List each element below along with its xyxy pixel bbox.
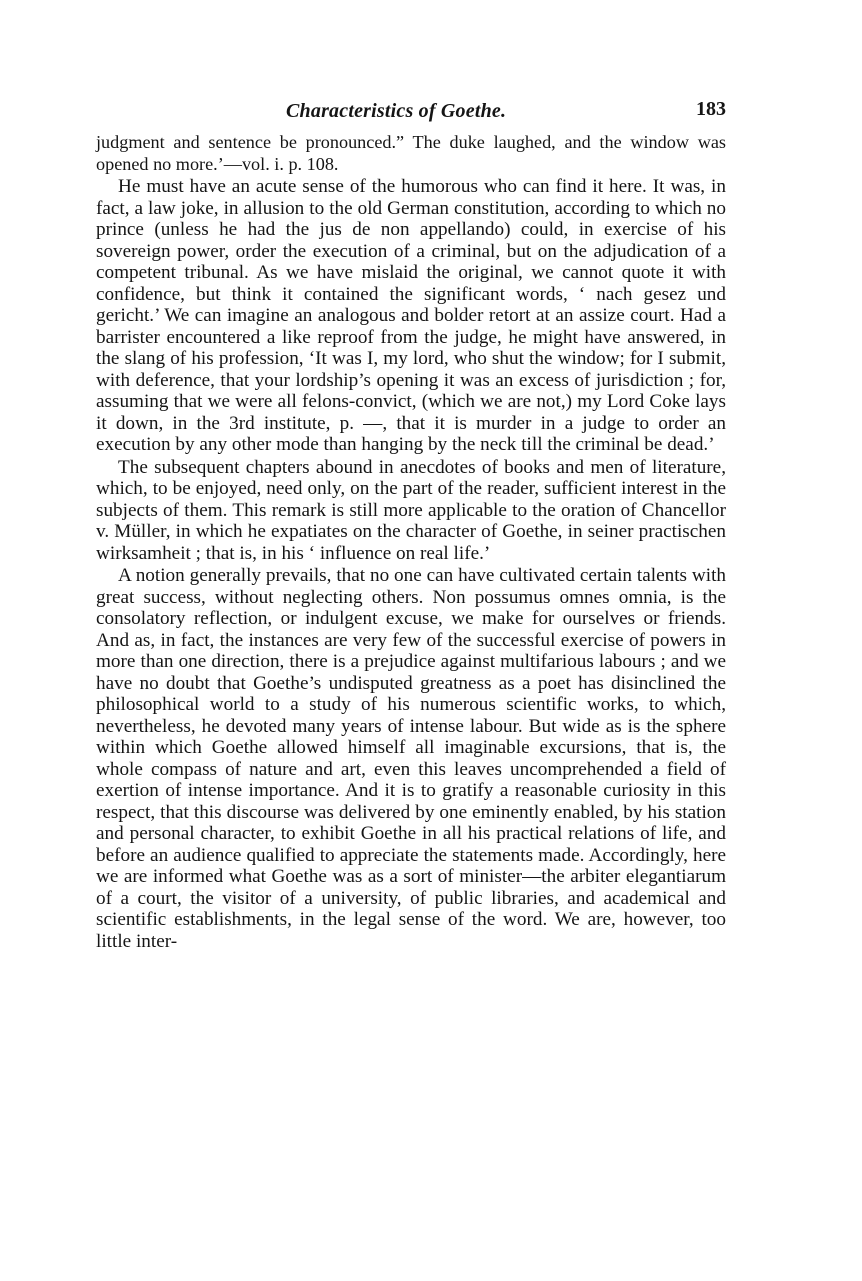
paragraph-continuation: judgment and sentence be pronounced.” The duke laughed, and the window was opened no more.’—vol. i. p. 108. xyxy=(96,132,726,174)
body-text xyxy=(96,132,726,952)
page-header xyxy=(96,100,726,130)
paragraph-notion: A notion generally prevails, that no one can have cultivated certain talents with great success, without neglecting others. Non possumus omnes omnia, is the consolatory reflection, or indulgent excuse, we make for ourselves or friends. And as, in fact, the instances are very few of the successful exercise of powers in more than one direction, there is a prejudice against multifarious labours ; and we have no doubt that Goethe’s undisputed greatness as a poet has disinclined the philosophical world to a study of his numerous scientific works, to which, nevertheless, he devoted many years of intense labour. But wide as is the sphere within which Goethe allowed himself all imaginable excursions, that is, the whole compass of nature and art, even this leaves uncomprehended a field of exertion of intense importance. And it is to gratify a reasonable curiosity in this respect, that this discourse was delivered by one eminently enabled, by his station and personal character, to exhibit Goethe in all his practical relations of life, and before an audience qualified to appreciate the statements made. Accordingly, here we are informed what Goethe was as a sort of minister—the arbiter elegantiarum of a court, the visitor of a university, of public libraries, and academical and scientific establishments, in the legal sense of the word. We are, however, too little inter- xyxy=(96,565,726,952)
paragraph-subsequent-chapters: The subsequent chapters abound in anecdotes of books and men of literature, which, to be enjoyed, need only, on the part of the reader, sufficient interest in the subjects of them. This remark is still more applicable to the oration of Chancellor v. Müller, in which he expatiates on the character of Goethe, in seiner practischen wirksamheit ; that is, in his ‘ influence on real life.’ xyxy=(96,456,726,564)
running-title: Characteristics of Goethe. xyxy=(286,100,507,122)
paragraph-law-joke: He must have an acute sense of the humorous who can find it here. It was, in fact, a law joke, in allusion to the old German constitution, according to which no prince (unless he had the jus de non appellando) could, in exercise of his sovereign power, order the execution of a criminal, but on the adjudication of a competent tribunal. As we have mislaid the original, we cannot quote it with confidence, but think it contained the significant words, ‘ nach gesez und gericht.’ We can imagine an analogous and bolder retort at an assize court. Had a barrister encountered a like reproof from the judge, he might have answered, in the slang of his profession, ‘It was I, my lord, who shut the window; for I submit, with deference, that your lordship’s opening it was an excess of jurisdiction ; for, assuming that we were all felons-convict, (which we are not,) my Lord Coke lays it down, in the 3rd institute, p. —, that it is murder in a judge to order an execution by any other mode than hanging by the neck till the criminal be dead.’ xyxy=(96,176,726,455)
page-number: 183 xyxy=(696,98,726,120)
